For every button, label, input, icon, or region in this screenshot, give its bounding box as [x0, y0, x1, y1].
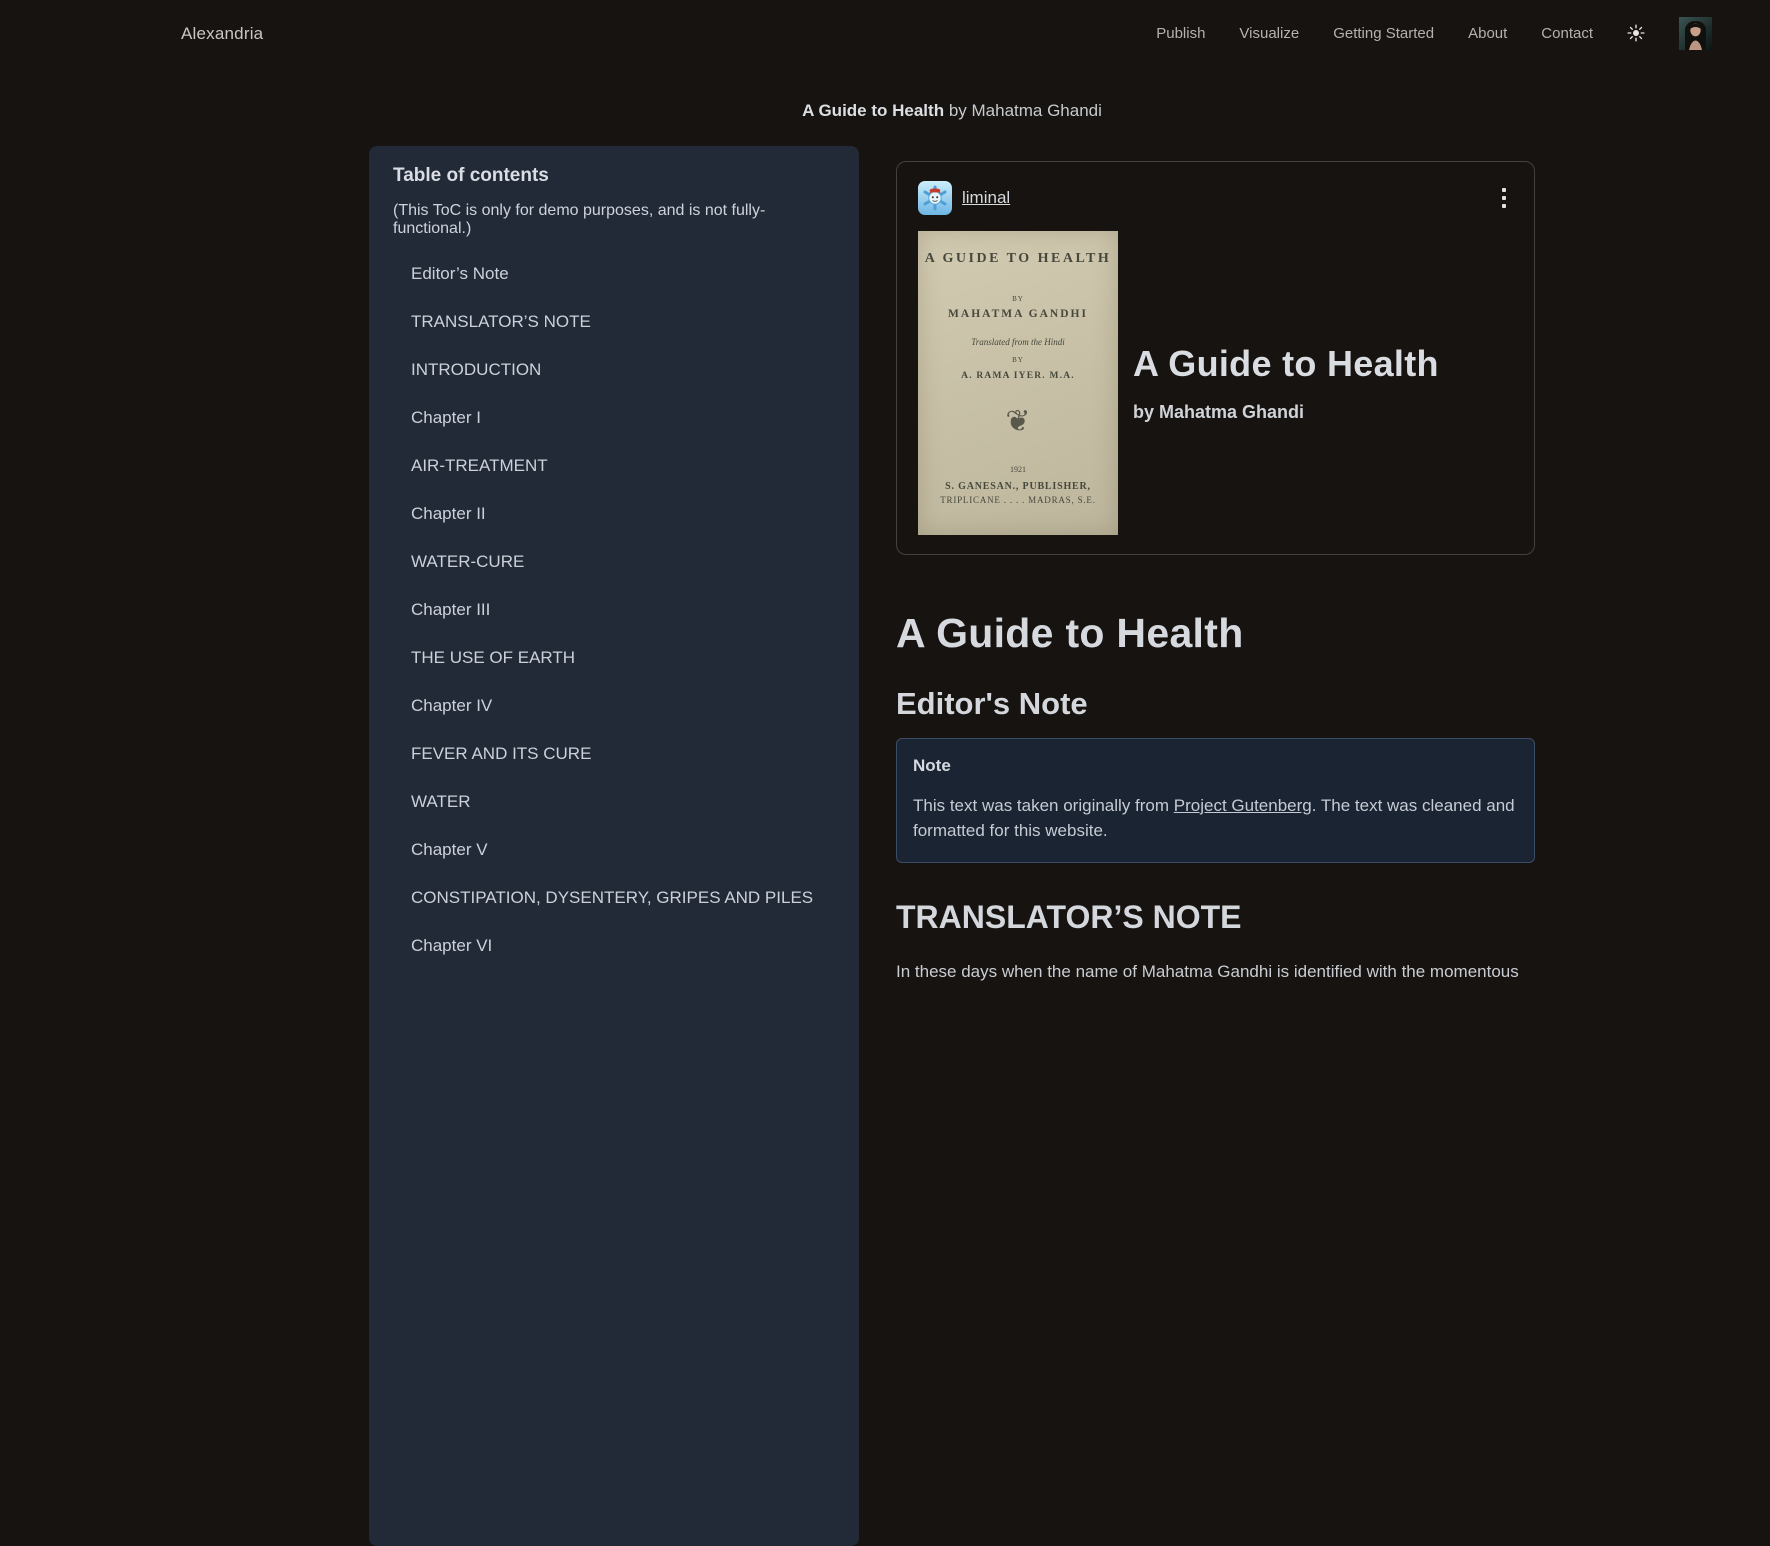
book-embed-card: [896, 161, 1535, 555]
liminal-avatar[interactable]: [918, 181, 952, 215]
article-title: A Guide to Health: [896, 610, 1244, 656]
card-header: [918, 181, 1512, 215]
main-content: [896, 146, 1535, 984]
toc-item-fever-cure[interactable]: FEVER AND ITS CURE: [411, 744, 592, 763]
book-cover-image: [918, 231, 1118, 535]
card-info: [1133, 231, 1439, 535]
toc-item-water[interactable]: WATER: [411, 792, 471, 811]
card-body: [918, 231, 1512, 535]
card-book-title: A Guide to Health: [1133, 343, 1439, 384]
toc-item-translators-note[interactable]: TRANSLATOR’S NOTE: [411, 312, 591, 331]
cover-by: BY: [1012, 295, 1024, 303]
translators-note-paragraph: In these days when the name of Mahatma Gandhi is identified with the momentous: [896, 962, 1519, 981]
toc-item-air-treatment[interactable]: AIR-TREATMENT: [411, 456, 548, 475]
note-text-before: This text was taken originally from: [913, 796, 1174, 815]
page-subtitle: [369, 101, 1535, 121]
toc-item-editors-note[interactable]: Editor’s Note: [411, 264, 509, 283]
cover-title: A GUIDE TO HEALTH: [924, 251, 1112, 266]
note-callout: [896, 738, 1535, 863]
toc-item-chapter-1[interactable]: Chapter I: [411, 408, 481, 427]
cover-address: TRIPLICANE . . . . MADRAS, S.E.: [940, 495, 1096, 505]
editors-note-heading: Editor's Note: [896, 686, 1088, 721]
cover-translator: A. RAMA IYER. M.A.: [961, 371, 1075, 381]
toc-disclaimer: (This ToC is only for demo purposes, and is not fully-functional.): [393, 202, 766, 237]
card-book-author: by Mahatma Ghandi: [1133, 402, 1305, 422]
toc-item-chapter-4[interactable]: Chapter IV: [411, 696, 493, 715]
note-label: Note: [913, 756, 951, 775]
toc-item-introduction[interactable]: INTRODUCTION: [411, 360, 542, 379]
content-area: [369, 146, 1770, 1546]
project-gutenberg-link[interactable]: Project Gutenberg: [1173, 796, 1312, 815]
toc-item-chapter-5[interactable]: Chapter V: [411, 840, 488, 859]
page-subtitle-title: A Guide to Health: [802, 101, 945, 120]
user-avatar[interactable]: [1679, 17, 1712, 50]
translators-note-heading: TRANSLATOR’S NOTE: [896, 899, 1242, 935]
nav-link-publish[interactable]: Publish: [1156, 24, 1206, 42]
cover-by-2: BY: [1012, 356, 1024, 364]
site-logo[interactable]: Alexandria: [181, 24, 264, 43]
toc-sidebar: [369, 146, 859, 1546]
top-nav: [0, 0, 1770, 66]
page-subtitle-byline: by Mahatma Ghandi: [944, 101, 1102, 120]
toc-item-use-of-earth[interactable]: THE USE OF EARTH: [411, 648, 576, 667]
theme-toggle-sun-icon[interactable]: [1627, 24, 1645, 42]
toc-list: [411, 264, 835, 956]
cover-publisher: S. GANESAN., PUBLISHER,: [945, 481, 1091, 492]
username-link[interactable]: liminal: [962, 188, 1011, 207]
nav-links: [1156, 0, 1712, 66]
nav-link-getting-started[interactable]: Getting Started: [1333, 24, 1435, 42]
toc-item-chapter-6[interactable]: Chapter VI: [411, 936, 493, 955]
cover-year: 1921: [1010, 465, 1026, 474]
cover-author: MAHATMA GANDHI: [948, 308, 1088, 320]
note-text-after: . The text was cleaned and formatted for this website.: [913, 796, 1515, 840]
toc-item-water-cure[interactable]: WATER-CURE: [411, 552, 525, 571]
nav-link-contact[interactable]: Contact: [1541, 24, 1593, 42]
toc-item-chapter-2[interactable]: Chapter II: [411, 504, 486, 523]
card-menu-kebab-icon[interactable]: [1496, 184, 1512, 212]
toc-title: Table of contents: [393, 165, 549, 186]
toc-item-constipation[interactable]: CONSTIPATION, DYSENTERY, GRIPES AND PILES: [411, 888, 814, 907]
note-text: [913, 793, 1518, 843]
cover-translated-from: Translated from the Hindi: [971, 337, 1065, 347]
nav-link-visualize[interactable]: Visualize: [1239, 24, 1300, 42]
cover-ornament: ❦: [1005, 405, 1031, 438]
nav-link-about[interactable]: About: [1468, 24, 1508, 42]
toc-item-chapter-3[interactable]: Chapter III: [411, 600, 491, 619]
